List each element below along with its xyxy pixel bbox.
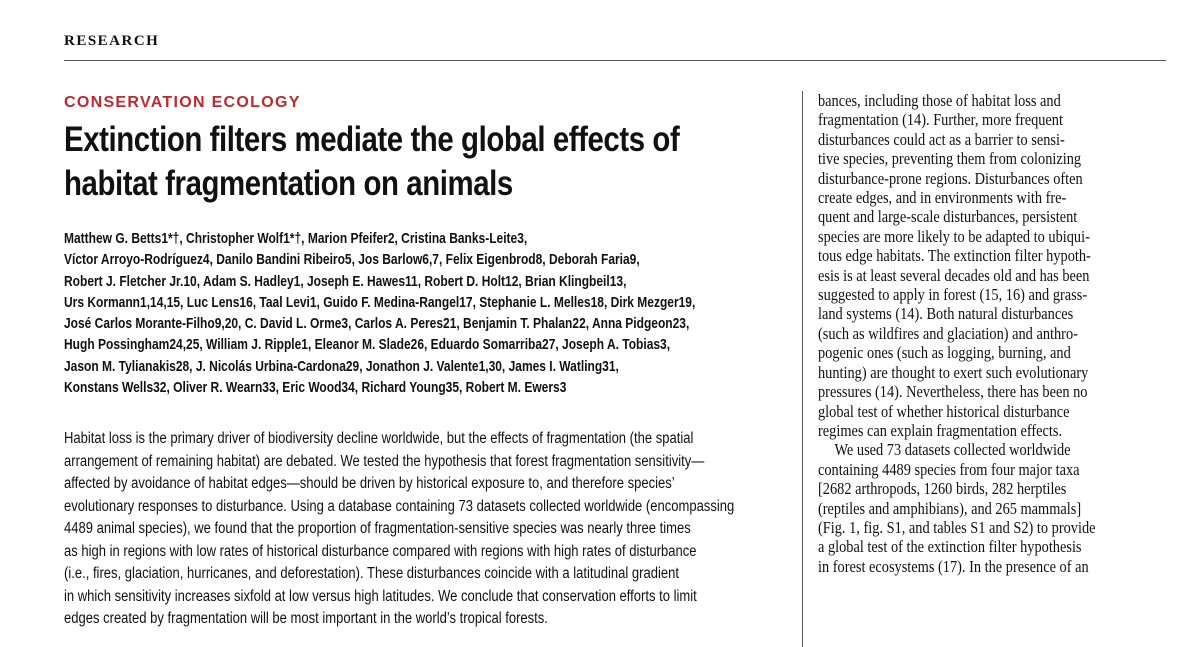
body-line: disturbances could act as a barrier to sensi- xyxy=(818,129,1065,149)
body-line: tous edge habitats. The extinction filter hypoth- xyxy=(818,246,1091,266)
body-line: (such as wildfires and glaciation) and anthro- xyxy=(818,323,1078,343)
abstract-line: evolutionary responses to disturbance. Using a database containing 73 datasets collected worldwide (encompassing xyxy=(64,497,735,515)
title-line: Extinction filters mediate the global effects of xyxy=(64,120,680,159)
section-label: RESEARCH xyxy=(64,33,160,49)
abstract-line: in which sensitivity increases sixfold at low versus high latitudes. We conclude that conservation efforts to limit xyxy=(64,587,697,605)
abstract-line: edges created by fragmentation will be most important in the world’s tropical forests. xyxy=(64,610,548,627)
abstract-line: affected by avoidance of habitat edges—should be driven by historical exposure to, and therefore species’ xyxy=(64,475,675,492)
article-kicker: CONSERVATION ECOLOGY xyxy=(64,94,301,111)
body-line: [2682 arthropods, 1260 birds, 282 herptiles xyxy=(818,479,1067,499)
body-line: We used 73 datasets collected worldwide xyxy=(834,440,1071,460)
body-line: (reptiles and amphibians), and 265 mammals] xyxy=(818,498,1082,518)
abstract-line: as high in regions with low rates of historical disturbance compared with regions with high rates of disturbance xyxy=(64,542,697,560)
article-title xyxy=(64,118,680,206)
body-line: esis is at least several decades old and has been xyxy=(818,265,1090,285)
body-line: suggested to apply in forest (15, 16) and grass- xyxy=(818,285,1088,305)
body-line: disturbance-prone regions. Disturbances often xyxy=(818,168,1083,188)
body-line: quent and large-scale disturbances, persistent xyxy=(818,207,1078,227)
body-line: containing 4489 species from four major taxa xyxy=(818,459,1080,479)
abstract-line: Habitat loss is the primary driver of biodiversity decline worldwide, but the effects of fragmentation (the spatial xyxy=(64,430,694,447)
abstract-line: 4489 animal species), we found that the proportion of fragmentation-sensitive species was nearly three times xyxy=(64,520,691,537)
body-line: hunting) are thought to exert such evolutionary xyxy=(818,362,1089,382)
body-line: a global test of the extinction filter hypothesis xyxy=(818,537,1082,557)
author-line: Jason M. Tylianakis28, J. Nicolás Urbina-Cardona29, Jonathon J. Valente1,30, James I. Watling31, xyxy=(64,357,619,375)
body-line: pogenic ones (such as logging, burning, and xyxy=(818,343,1071,363)
body-line: in forest ecosystems (17). In the presence of an xyxy=(818,556,1089,576)
author-line: Matthew G. Betts1*†, Christopher Wolf1*†, Marion Pfeifer2, Cristina Banks-Leite3, xyxy=(64,230,528,247)
author-line: Hugh Possingham24,25, William J. Ripple1, Eleanor M. Slade26, Eduardo Somarriba27, Joseph A. Tobias3, xyxy=(64,336,671,354)
body-line: create edges, and in environments with fre- xyxy=(818,188,1067,208)
author-line: Robert J. Fletcher Jr.10, Adam S. Hadley1, Joseph E. Hawes11, Robert D. Holt12, Brian Klingbeil13, xyxy=(64,272,627,290)
title-line: habitat fragmentation on animals xyxy=(64,164,513,203)
header-rule xyxy=(64,60,1166,61)
body-line: tive species, preventing them from colonizing xyxy=(818,149,1082,169)
body-line: species are more likely to be adapted to ubiqui- xyxy=(818,226,1090,246)
body-line: land systems (14). Both natural disturbances xyxy=(818,304,1074,324)
body-line: fragmentation (14). Further, more frequent xyxy=(818,110,1063,130)
author-line: José Carlos Morante-Filho9,20, C. David L. Orme3, Carlos A. Peres21, Benjamin T. Phalan22, Anna Pidgeon23, xyxy=(64,315,690,333)
body-text-column xyxy=(818,91,1166,576)
abstract-line: arrangement of remaining habitat) are debated. We tested the hypothesis that forest fragmentation sensitivity— xyxy=(64,452,705,470)
body-line: pressures (14). Nevertheless, there has been no xyxy=(818,382,1088,402)
abstract-line: (i.e., fires, glaciation, hurricanes, and deforestation). These disturbances coincide with a latitudinal gradient xyxy=(64,565,679,582)
abstract xyxy=(64,428,803,631)
author-line: Konstans Wells32, Oliver R. Wearn33, Eric Wood34, Richard Young35, Robert M. Ewers3 xyxy=(64,379,567,397)
author-line: Víctor Arroyo-Rodríguez4, Danilo Bandini Ribeiro5, Jos Barlow6,7, Felix Eigenbrod8, Deborah Faria9, xyxy=(64,251,640,269)
author-line: Urs Kormann1,14,15, Luc Lens16, Taal Levi1, Guido F. Medina-Rangel17, Stephanie L. Melles18, Dirk Mezger19, xyxy=(64,293,696,311)
body-line: global test of whether historical disturbance xyxy=(818,401,1070,421)
body-line: regimes can explain fragmentation effects. xyxy=(818,420,1063,440)
body-line: bances, including those of habitat loss and xyxy=(818,91,1061,110)
body-line: (Fig. 1, fig. S1, and tables S1 and S2) to provide xyxy=(818,517,1096,537)
author-list xyxy=(64,228,752,398)
